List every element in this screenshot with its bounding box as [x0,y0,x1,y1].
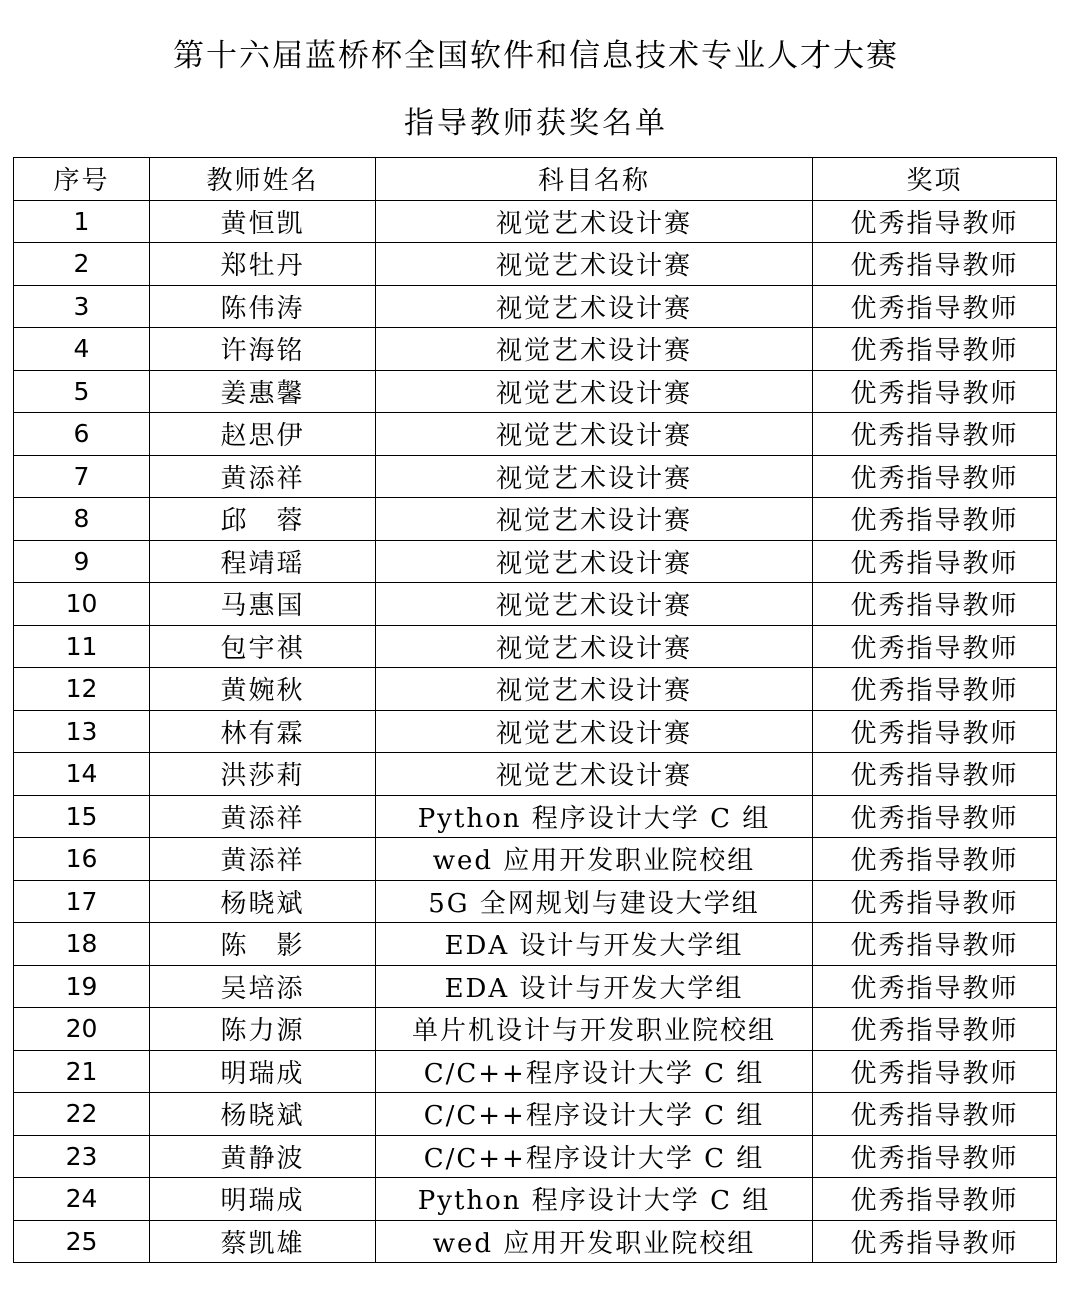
table-row [14,455,1057,498]
table-row [14,583,1057,626]
cell-teacher-name: 明瑞成 [150,1050,376,1093]
table-row [14,965,1057,1008]
cell-award: 优秀指导教师 [813,413,1057,456]
cell-award: 优秀指导教师 [813,1220,1057,1263]
cell-award: 优秀指导教师 [813,328,1057,371]
cell-subject-name: 视觉艺术设计赛 [376,285,813,328]
cell-subject-name: C/C++程序设计大学 C 组 [376,1050,813,1093]
cell-award: 优秀指导教师 [813,243,1057,286]
table-row [14,1093,1057,1136]
cell-teacher-name: 黄添祥 [150,838,376,881]
cell-index: 24 [14,1178,150,1221]
cell-teacher-name: 包宇祺 [150,625,376,668]
cell-teacher-name: 明瑞成 [150,1178,376,1221]
table-row [14,880,1057,923]
cell-subject-name: C/C++程序设计大学 C 组 [376,1135,813,1178]
table-row [14,1050,1057,1093]
cell-award: 优秀指导教师 [813,965,1057,1008]
cell-teacher-name: 程靖瑶 [150,540,376,583]
cell-award: 优秀指导教师 [813,753,1057,796]
cell-index: 2 [14,243,150,286]
cell-index: 5 [14,370,150,413]
cell-subject-name: 视觉艺术设计赛 [376,413,813,456]
table-body [14,200,1057,1263]
cell-subject-name: 视觉艺术设计赛 [376,200,813,243]
cell-award: 优秀指导教师 [813,285,1057,328]
cell-subject-name: wed 应用开发职业院校组 [376,838,813,881]
table-row [14,923,1057,966]
cell-teacher-name: 陈伟涛 [150,285,376,328]
cell-award: 优秀指导教师 [813,1050,1057,1093]
cell-subject-name: 视觉艺术设计赛 [376,668,813,711]
cell-index: 16 [14,838,150,881]
cell-teacher-name: 杨晓斌 [150,880,376,923]
page-title: 第十六届蓝桥杯全国软件和信息技术专业人才大赛 [173,38,899,74]
table-row [14,328,1057,371]
cell-teacher-name: 赵思伊 [150,413,376,456]
cell-subject-name: 视觉艺术设计赛 [376,540,813,583]
cell-award: 优秀指导教师 [813,710,1057,753]
cell-subject-name: 视觉艺术设计赛 [376,370,813,413]
cell-index: 12 [14,668,150,711]
cell-subject-name: 5G 全网规划与建设大学组 [376,880,813,923]
cell-award: 优秀指导教师 [813,625,1057,668]
cell-index: 4 [14,328,150,371]
header-subject-name: 科目名称 [376,158,813,201]
table-row [14,413,1057,456]
cell-index: 20 [14,1008,150,1051]
table-row [14,200,1057,243]
cell-teacher-name: 陈力源 [150,1008,376,1051]
cell-index: 22 [14,1093,150,1136]
cell-teacher-name: 黄婉秋 [150,668,376,711]
cell-award: 优秀指导教师 [813,540,1057,583]
cell-subject-name: C/C++程序设计大学 C 组 [376,1093,813,1136]
cell-award: 优秀指导教师 [813,455,1057,498]
page-subtitle: 指导教师获奖名单 [404,106,668,141]
cell-teacher-name: 邱 蓉 [150,498,376,541]
cell-award: 优秀指导教师 [813,668,1057,711]
table-row [14,1008,1057,1051]
table-row [14,625,1057,668]
cell-subject-name: EDA 设计与开发大学组 [376,923,813,966]
cell-index: 8 [14,498,150,541]
cell-award: 优秀指导教师 [813,1178,1057,1221]
table-row [14,1178,1057,1221]
cell-award: 优秀指导教师 [813,838,1057,881]
award-table [13,157,1057,1263]
table-row [14,1220,1057,1263]
cell-index: 3 [14,285,150,328]
cell-index: 15 [14,795,150,838]
cell-teacher-name: 姜惠馨 [150,370,376,413]
cell-award: 优秀指导教师 [813,583,1057,626]
cell-subject-name: Python 程序设计大学 C 组 [376,795,813,838]
cell-index: 25 [14,1220,150,1263]
cell-award: 优秀指导教师 [813,1135,1057,1178]
cell-index: 7 [14,455,150,498]
table-row [14,243,1057,286]
cell-index: 21 [14,1050,150,1093]
cell-award: 优秀指导教师 [813,200,1057,243]
cell-subject-name: wed 应用开发职业院校组 [376,1220,813,1263]
cell-teacher-name: 黄恒凯 [150,200,376,243]
cell-index: 13 [14,710,150,753]
cell-subject-name: EDA 设计与开发大学组 [376,965,813,1008]
table-row [14,370,1057,413]
cell-index: 18 [14,923,150,966]
cell-subject-name: 视觉艺术设计赛 [376,328,813,371]
cell-index: 14 [14,753,150,796]
table-row [14,540,1057,583]
cell-subject-name: 视觉艺术设计赛 [376,753,813,796]
table-row [14,795,1057,838]
cell-subject-name: Python 程序设计大学 C 组 [376,1178,813,1221]
cell-teacher-name: 马惠国 [150,583,376,626]
cell-index: 19 [14,965,150,1008]
cell-index: 10 [14,583,150,626]
cell-index: 11 [14,625,150,668]
cell-award: 优秀指导教师 [813,880,1057,923]
cell-award: 优秀指导教师 [813,1093,1057,1136]
cell-teacher-name: 黄静波 [150,1135,376,1178]
table-row [14,498,1057,541]
cell-subject-name: 单片机设计与开发职业院校组 [376,1008,813,1051]
cell-subject-name: 视觉艺术设计赛 [376,625,813,668]
cell-subject-name: 视觉艺术设计赛 [376,583,813,626]
cell-teacher-name: 黄添祥 [150,795,376,838]
cell-teacher-name: 许海铭 [150,328,376,371]
cell-teacher-name: 陈 影 [150,923,376,966]
table-row [14,285,1057,328]
cell-subject-name: 视觉艺术设计赛 [376,710,813,753]
header-award: 奖项 [813,158,1057,201]
cell-teacher-name: 林有霖 [150,710,376,753]
table-row [14,710,1057,753]
cell-index: 23 [14,1135,150,1178]
header-index: 序号 [14,158,150,201]
cell-teacher-name: 杨晓斌 [150,1093,376,1136]
header-teacher-name: 教师姓名 [150,158,376,201]
cell-subject-name: 视觉艺术设计赛 [376,243,813,286]
cell-index: 9 [14,540,150,583]
cell-award: 优秀指导教师 [813,498,1057,541]
cell-index: 1 [14,200,150,243]
table-header-row [14,158,1057,201]
cell-subject-name: 视觉艺术设计赛 [376,498,813,541]
cell-teacher-name: 洪莎莉 [150,753,376,796]
cell-index: 17 [14,880,150,923]
table-row [14,1135,1057,1178]
cell-award: 优秀指导教师 [813,923,1057,966]
cell-teacher-name: 黄添祥 [150,455,376,498]
cell-subject-name: 视觉艺术设计赛 [376,455,813,498]
cell-index: 6 [14,413,150,456]
table-row [14,838,1057,881]
cell-teacher-name: 蔡凯雄 [150,1220,376,1263]
cell-award: 优秀指导教师 [813,1008,1057,1051]
cell-teacher-name: 郑牡丹 [150,243,376,286]
cell-award: 优秀指导教师 [813,795,1057,838]
table-row [14,753,1057,796]
cell-award: 优秀指导教师 [813,370,1057,413]
table-row [14,668,1057,711]
cell-teacher-name: 吴培添 [150,965,376,1008]
